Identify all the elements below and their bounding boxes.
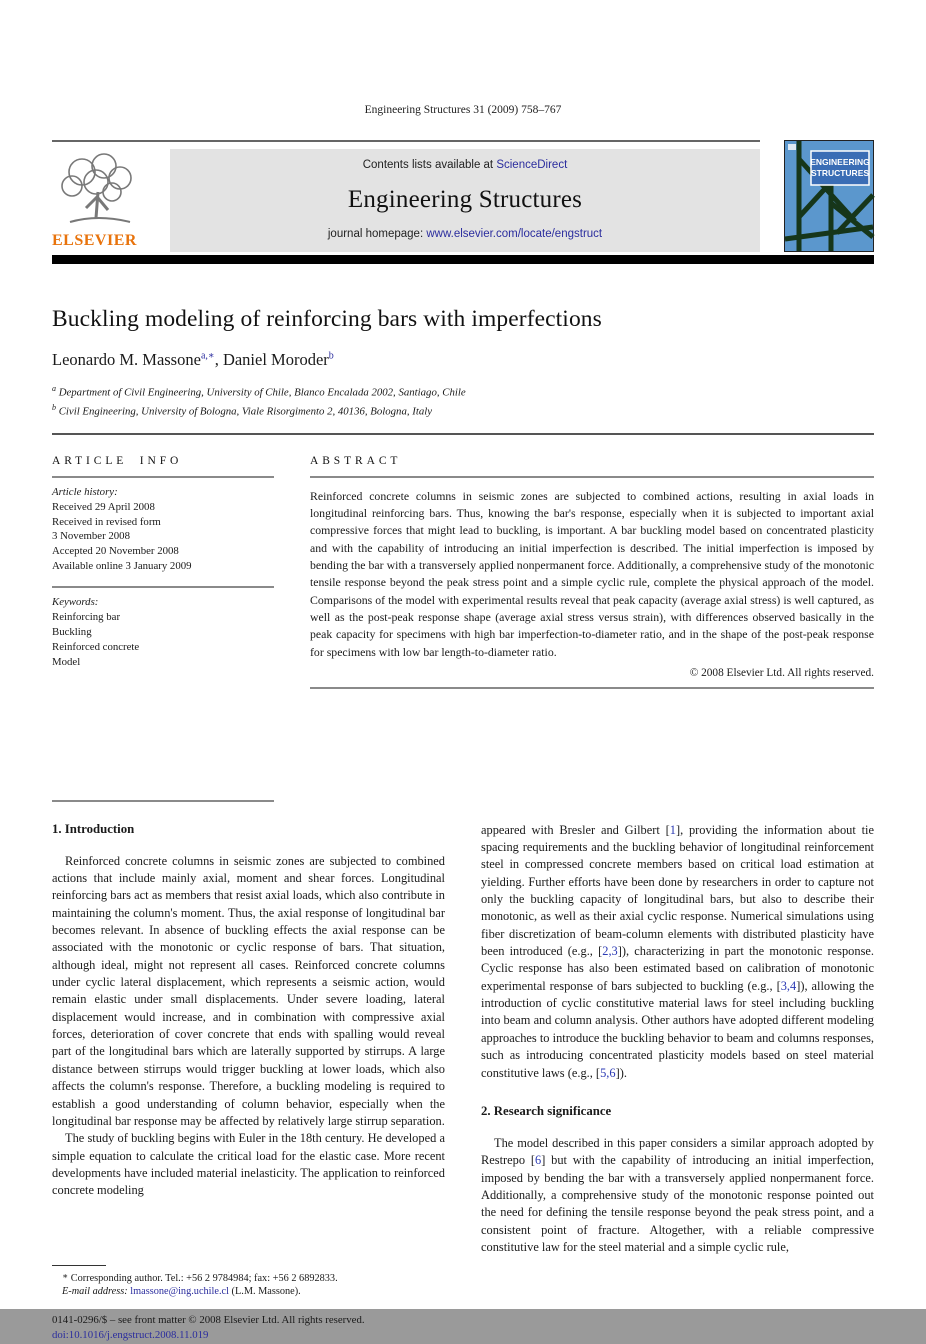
history-item: Accepted 20 November 2008 — [52, 545, 179, 558]
history-item: 3 November 2008 — [52, 530, 130, 543]
sciencedirect-link[interactable]: ScienceDirect — [496, 159, 568, 171]
abstract-heading: ABSTRACT — [310, 454, 402, 467]
citation-ref[interactable]: 1 — [669, 822, 676, 837]
article-title: Buckling modeling of reinforcing bars with imperfections — [52, 306, 602, 332]
citation-ref[interactable]: 2,3 — [602, 944, 618, 959]
journal-cover-thumbnail — [784, 140, 874, 252]
keyword: Reinforcing bar — [52, 610, 121, 623]
rule — [52, 800, 274, 802]
keywords-block — [52, 588, 274, 681]
masthead-divider-bar — [52, 255, 874, 264]
abstract-column — [310, 455, 874, 802]
elsevier-tree-icon — [52, 152, 144, 230]
intro-paragraph-2: The study of buckling begins with Euler in the 18th century. He developed a simple equation to calculate the critical load for the elastic case. More recent developments have included material inelasticity. The application to reinforced concrete modeling — [52, 1131, 445, 1198]
issn-copyright-block — [52, 1313, 445, 1343]
corresponding-author-note: ∗ Corresponding author. Tel.: +56 2 9784984; fax: +56 2 6892833. — [62, 1270, 338, 1284]
masthead — [52, 140, 874, 252]
svg-text:STRUCTURES: STRUCTURES — [810, 168, 870, 178]
contents-line: Contents lists available at ScienceDirect — [362, 159, 568, 171]
section-heading-research-significance: 2. Research significance — [481, 1103, 612, 1118]
elsevier-wordmark: ELSEVIER — [52, 232, 137, 249]
history-item: Available online 3 January 2009 — [52, 560, 192, 573]
keywords-label: Keywords: — [52, 596, 99, 609]
copyright-line: © 2008 Elsevier Ltd. All rights reserved. — [689, 667, 874, 679]
affiliations — [52, 383, 874, 421]
svg-text:ENGINEERING: ENGINEERING — [810, 157, 870, 167]
history-label: Article history: — [52, 485, 118, 498]
intro-continuation-paragraph: appeared with Bresler and Gilbert [1], providing the information about tie spacing requirements and the buckling behavior of longitudinal reinforcement steel in compressed concrete members based on critical load estimation at yielding. Further efforts have been done by researchers in order to capture not only the buckling capacity of longitudinal bars, but also to describe their monotonic, as well as their axial cyclic response. Numerical simulations using fiber discretization of beam-column elements with distributed plasticity have been introduced (e.g., [2,3]), characterizing in part the monotonic response. Cyclic response has also been estimated based on calibration of monotonic experimental response of bars subjected to buckling (e.g., [3,4]), allowing the introduction of cyclic constitutive material laws for steel including buckling into beam and column analysis. Other authors have adopted different modeling approaches to introduce the buckling behavior to beam and columns responses, such as introducing concentrated plasticity models based on steel material constitutive laws (e.g., [5,6]). — [481, 822, 875, 1080]
homepage-line: journal homepage: www.elsevier.com/locate/engstruct — [327, 228, 603, 240]
author-name: , Daniel Moroder — [214, 350, 329, 369]
article-body — [52, 822, 874, 1344]
journal-homepage-link[interactable]: www.elsevier.com/locate/engstruct — [426, 228, 603, 240]
author-line — [52, 350, 874, 370]
article-history — [52, 478, 274, 586]
journal-title: Engineering Structures — [347, 185, 583, 213]
affiliation-a: $^a$ Department of Civil Engineering, University of Chile, Blanco Encalada 2002, Santiago, Chile — [52, 384, 466, 399]
intro-paragraph-1: Reinforced concrete columns in seismic zones are subjected to combined actions that include mainly axial, moment and shear forces. Longitudinal reinforcing bars act as members that resist axial loads, which also contribute in maintaining the column's moment. Thus, the axial response of longitudinal bar becomes relevant. In absence of buckling effects the axial response can be associated with the monotonic or cyclic response of bars. That situation, although ideal, might not represent all cases. Reinforced concrete columns under cyclic lateral displacement, which represents a seismic action, would remain elastic under small displacements. Under severe loading, lateral displacement would increase, and in combination with compressive axial forces, deterioration of cover concrete that ends with spalling would reveal part of the longitudinal bars which are laterally supported by stirrups. A large distance between stirrups would trigger buckling at lower loads, which also affects the column's response. Therefore, a buckling modeling is required to establish a good understanding of column behavior, especially when the longitudinal bar response may be affected by relatively large stirrup separation. — [52, 853, 445, 1128]
citation-ref[interactable]: 3,4 — [780, 978, 797, 993]
running-head-citation: Engineering Structures 31 (2009) 758–767 — [364, 104, 562, 116]
history-item: Received in revised form — [52, 515, 161, 528]
body-left-column — [52, 822, 445, 1344]
history-item: Received 29 April 2008 — [52, 500, 155, 513]
author-affiliation-marker[interactable]: a,∗ — [200, 350, 215, 362]
abstract-text: Reinforced concrete columns in seismic zones are subjected to combined actions, resulting in axial loads in longitudinal reinforcing bars. Thus, knowing the bar's response, especially when it is subjected to important axial compressive forces that might lead to buckling, is important. A bar buckling model based on concentrated plasticity and with the capability of introducing an initial imperfection is described. The initial imperfection is imposed by bending the bar with a transversely applied nonpermanent force. Additionally, a comprehensive study of the monotonic tensile response beyond the peak stress point and a simple cyclic rule, complete the physical approach of the model. Comparisons of the model with experimental results reveal that peak capacity (average axial stress) is well captured, as well as the post-peak response shape (average axial stress versus strain), with differences observed basically in the peak capacity for specimens with high bar imperfection-to-diameter ratio, and in the shape of the post-peak response for specimens with low bar length-to-diameter ratio. — [310, 488, 874, 659]
email-note: E-mail address: lmassone@ing.uchile.cl (L.M. Massone). — [62, 1286, 301, 1298]
affiliation-b: $^b$ Civil Engineering, University of Bologna, Viale Risorgimento 2, 40136, Bologna, Italy — [52, 402, 433, 418]
doi-link[interactable]: doi:10.1016/j.engstruct.2008.11.019 — [52, 1329, 209, 1342]
keyword: Reinforced concrete — [52, 640, 140, 653]
section-heading-introduction: 1. Introduction — [52, 821, 135, 836]
keyword: Buckling — [52, 625, 92, 638]
article-info-heading: ARTICLE INFO — [52, 454, 183, 467]
keyword: Model — [52, 655, 81, 668]
title-divider-rule — [52, 433, 874, 435]
citation-ref[interactable]: 5,6 — [600, 1065, 616, 1080]
article-info-column — [52, 455, 274, 802]
issn-line: 0141-0296/$ – see front matter © 2008 Elsevier Ltd. All rights reserved. — [52, 1314, 365, 1327]
significance-paragraph: The model described in this paper considers a similar approach adopted by Restrepo [6] but with the capability of introducing an initial imperfection, imposed by bending the bar with a transversely applied nonpermanent force. Additionally, a comprehensive study of the monotonic response pointed out the need for defining the tensile response beyond the peak stress point, and a consistent point of fracture. Altogether, with a reliable compressive constitutive law for the steel material and a simple cyclic rule, — [481, 1135, 874, 1255]
body-right-column — [481, 822, 874, 1344]
elsevier-logo — [52, 149, 170, 252]
author-affiliation-marker[interactable]: b — [328, 350, 334, 362]
citation-ref[interactable]: 6 — [535, 1153, 542, 1168]
rule — [310, 687, 874, 689]
footnote-rule — [52, 1265, 106, 1266]
masthead-box — [170, 149, 760, 252]
email-link[interactable]: lmassone@ing.uchile.cl — [127, 1286, 229, 1298]
author-name: Leonardo M. Massone — [52, 350, 201, 369]
footnote-block — [52, 1265, 445, 1344]
info-abstract-section — [52, 455, 874, 802]
